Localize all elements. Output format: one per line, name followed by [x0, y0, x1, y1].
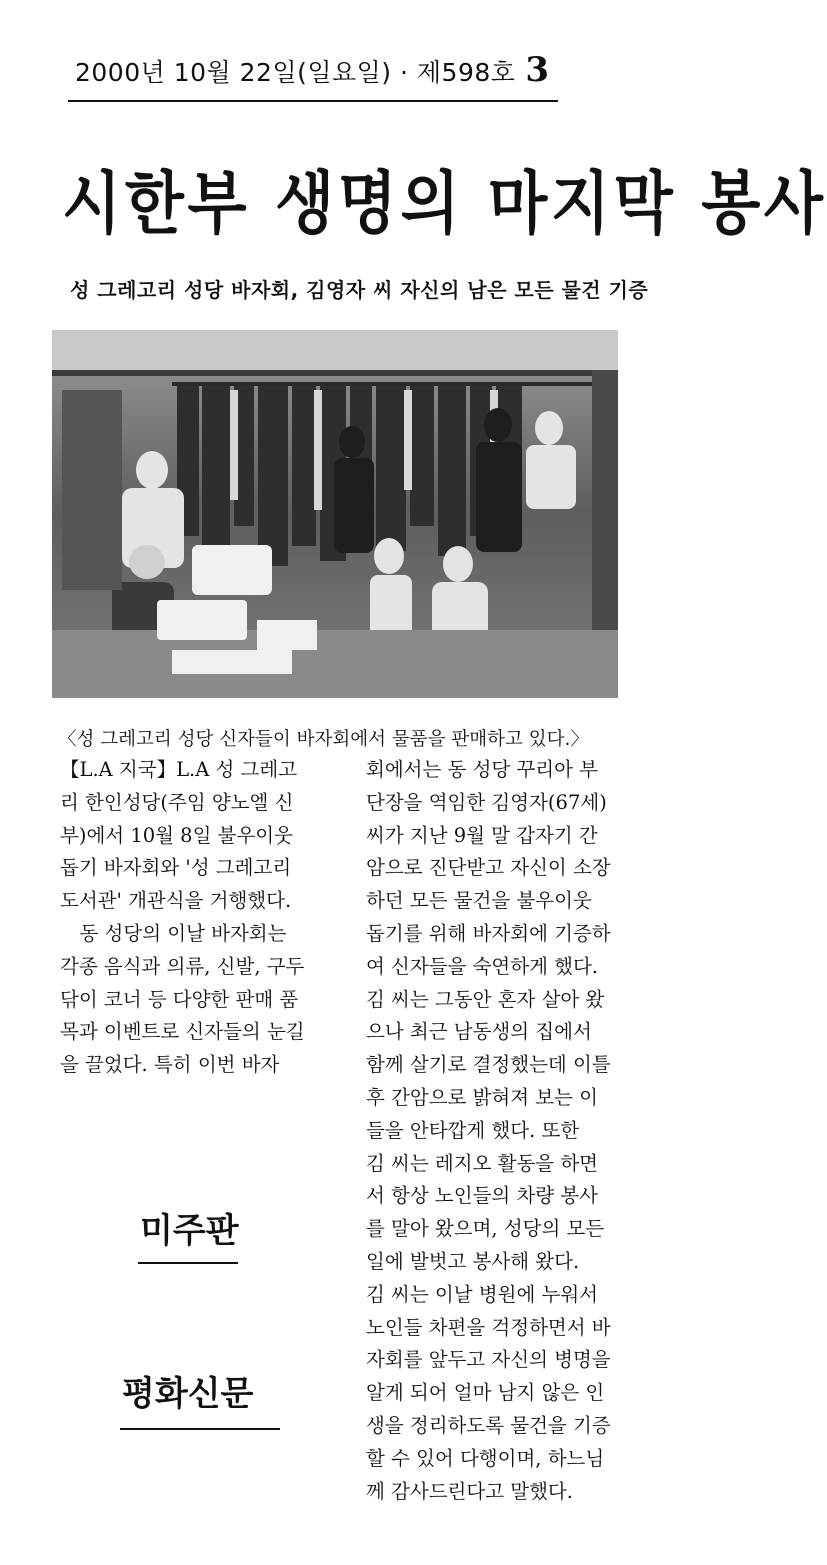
page-number: 3: [525, 50, 550, 90]
article-line: 알게 되어 얼마 남지 않은 인: [366, 1381, 605, 1405]
headline: 시한부 생명의 마지막 봉사: [62, 165, 827, 244]
edition-rule: [138, 1262, 238, 1264]
article-line: 으나 최근 남동생의 집에서: [366, 1020, 592, 1044]
article-line: 후 간암으로 밝혀져 보는 이: [366, 1085, 599, 1109]
newspaper-name: 평화신문: [122, 1374, 254, 1414]
subheadline: 성 그레고리 성당 바자회, 김영자 씨 자신의 남은 모든 물건 기증: [70, 278, 649, 302]
article-line: 회에서는 동 성당 꾸리아 부: [366, 758, 599, 781]
dateline-header: [75, 50, 550, 90]
article-line: 함께 살기로 결정했는데 이틀: [366, 1053, 611, 1077]
article-line: 노인들 차편을 걱정하면서 바: [366, 1315, 611, 1339]
article-line: 돕기 바자회와 '성 그레고리: [60, 856, 292, 880]
article-column-right: [366, 754, 651, 1508]
article-line: 씨가 지난 9월 말 갑자기 간: [366, 823, 598, 847]
article-line: 리 한인성당(주임 양노엘 신: [60, 790, 294, 814]
article-line: 자회를 앞두고 자신의 병명을: [366, 1348, 611, 1372]
article-line: 단장을 역임한 김영자(67세): [366, 790, 607, 814]
article-line: 암으로 진단받고 자신이 소장: [366, 856, 611, 880]
article-line: 동 성당의 이날 바자회는: [60, 921, 287, 945]
article-line: 닦이 코너 등 다양한 판매 품: [60, 987, 299, 1011]
article-line: 각종 음식과 의류, 신발, 구두: [60, 954, 305, 978]
article-line: 【L.A 지국】L.A 성 그레고: [60, 758, 298, 781]
article-line: 여 신자들을 숙연하게 했다.: [366, 954, 599, 978]
bazaar-photo: [52, 330, 618, 698]
article-line: 목과 이벤트로 신자들의 눈길: [60, 1020, 305, 1044]
dateline: 2000년 10월 22일(일요일) · 제598호: [75, 58, 516, 87]
article-line: 를 말아 왔으며, 성당의 모든: [366, 1217, 605, 1241]
article-line: 서 항상 노인들의 차량 봉사: [366, 1184, 599, 1208]
edition-label: 미주판: [140, 1211, 239, 1251]
article-line: 김 씨는 그동안 혼자 살아 왔: [366, 987, 605, 1011]
article-column-left: [60, 754, 340, 1082]
newspaper-rule: [120, 1428, 280, 1430]
article-line: 을 끌었다. 특히 이번 바자: [60, 1053, 280, 1077]
photo-caption: 〈성 그레고리 성당 신자들이 바자회에서 물품을 판매하고 있다.〉: [58, 729, 589, 750]
article-line: 하던 모든 물건을 불우이웃: [366, 889, 592, 913]
article-line: 일에 발벗고 봉사해 왔다.: [366, 1249, 580, 1273]
article-line: 김 씨는 레지오 활동을 하면: [366, 1151, 599, 1175]
bazaar-photo-image: [52, 330, 618, 698]
article-line: 할 수 있어 다행이며, 하느님: [366, 1446, 605, 1470]
article-line: 김 씨는 이날 병원에 누워서: [366, 1282, 599, 1306]
article-line: 도서관' 개관식을 거행했다.: [60, 889, 292, 913]
article-line: 께 감사드린다고 말했다.: [366, 1479, 573, 1503]
article-line: 들을 안타깝게 했다. 또한: [366, 1118, 580, 1142]
article-line: 생을 정리하도록 물건을 기증: [366, 1413, 611, 1437]
article-line: 돕기를 위해 바자회에 기증하: [366, 921, 611, 945]
article-line: 부)에서 10월 8일 불우이웃: [60, 823, 293, 847]
header-rule: [68, 100, 558, 102]
